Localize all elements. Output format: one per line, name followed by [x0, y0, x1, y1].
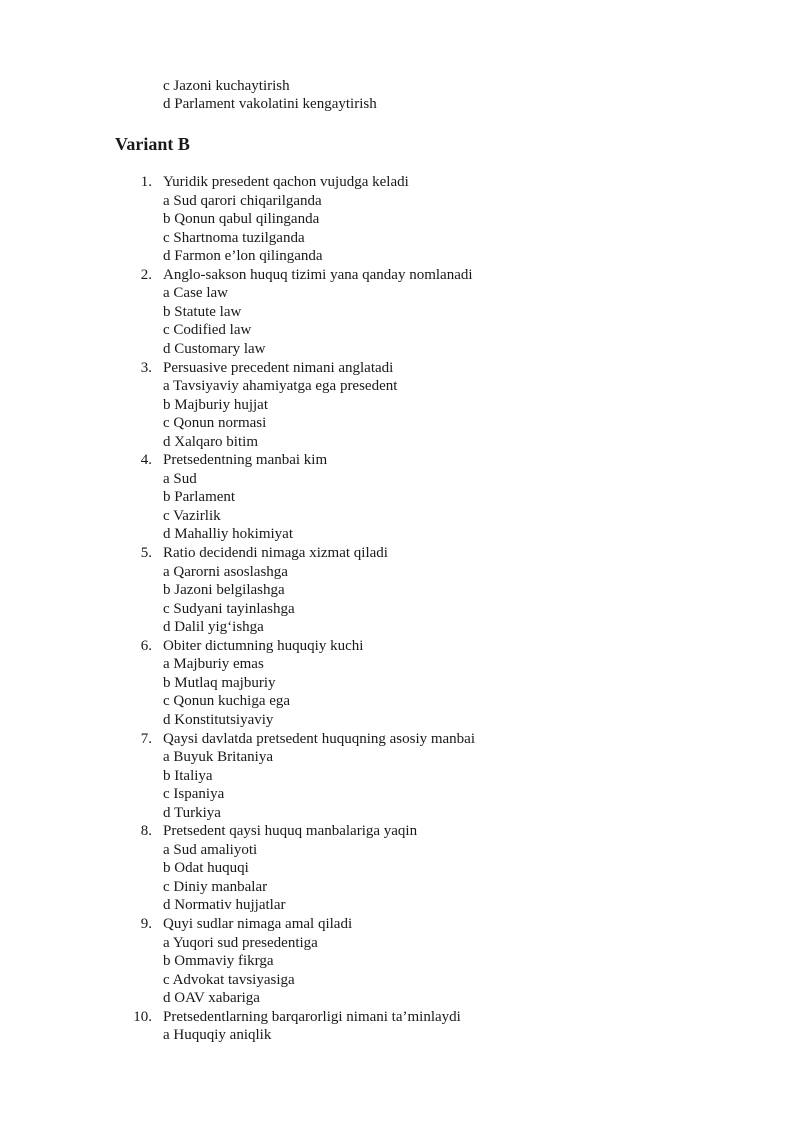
answer-option: a Qarorni asoslashga: [163, 564, 288, 580]
answer-option: b Italiya: [163, 768, 213, 784]
answer-option: b Qonun qabul qilinganda: [163, 211, 320, 227]
answer-option: c Qonun kuchiga ega: [163, 693, 291, 709]
question-number: 6.: [140, 638, 152, 654]
answer-option: a Buyuk Britaniya: [163, 749, 273, 765]
question-number: 5.: [140, 545, 152, 561]
answer-option: c Sudyani tayinlashga: [163, 601, 295, 617]
answer-option: b Statute law: [163, 304, 242, 320]
question-text: Ratio decidendi nimaga xizmat qiladi: [163, 545, 388, 561]
answer-option: b Jazoni belgilashga: [163, 582, 285, 598]
question-number: 3.: [140, 360, 152, 376]
answer-option: d Mahalliy hokimiyat: [163, 526, 293, 542]
answer-option: c Ispaniya: [163, 786, 225, 802]
variant-heading: Variant B: [115, 134, 190, 154]
answer-option: b Mutlaq majburiy: [163, 675, 276, 691]
answer-option: a Tavsiyaviy ahamiyatga ega presedent: [163, 378, 398, 394]
answer-option: c Shartnoma tuzilganda: [163, 230, 305, 246]
question-text: Pretsedentning manbai kim: [163, 452, 328, 468]
answer-option: c Vazirlik: [163, 508, 221, 524]
question-number: 2.: [140, 267, 152, 283]
question-text: Obiter dictumning huquqiy kuchi: [163, 638, 364, 654]
answer-option: d Farmon e’lon qilinganda: [163, 248, 323, 264]
answer-option: a Sud: [163, 471, 197, 487]
question-text: Yuridik presedent qachon vujudga keladi: [163, 174, 409, 190]
answer-option: d Normativ hujjatlar: [163, 897, 286, 913]
answer-option: d Xalqaro bitim: [163, 434, 258, 450]
question-number: 1.: [140, 174, 152, 190]
answer-option: a Sud qarori chiqarilganda: [163, 193, 322, 209]
answer-option: b Majburiy hujjat: [163, 397, 268, 413]
answer-option: b Parlament: [163, 489, 236, 505]
question-text: Quyi sudlar nimaga amal qiladi: [163, 916, 353, 932]
question-text: Pretsedentlarning barqarorligi nimani ta’minlaydi: [163, 1009, 461, 1025]
carryover-option-c: c Jazoni kuchaytirish: [163, 78, 290, 94]
question-number: 8.: [140, 823, 152, 839]
question-number: 4.: [140, 452, 152, 468]
answer-option: a Majburiy emas: [163, 656, 264, 672]
answer-option: d Customary law: [163, 341, 266, 357]
answer-option: c Qonun normasi: [163, 415, 267, 431]
question-text: Persuasive precedent nimani anglatadi: [163, 360, 394, 376]
answer-option: d OAV xabariga: [163, 990, 260, 1006]
question-text: Pretsedent qaysi huquq manbalariga yaqin: [163, 823, 418, 839]
answer-option: d Konstitutsiyaviy: [163, 712, 274, 728]
question-number: 9.: [140, 916, 152, 932]
answer-option: d Turkiya: [163, 805, 221, 821]
answer-option: c Codified law: [163, 322, 252, 338]
carryover-option-d: d Parlament vakolatini kengaytirish: [163, 96, 377, 112]
answer-option: b Odat huquqi: [163, 860, 249, 876]
answer-option: d Dalil yig‘ishga: [163, 619, 264, 635]
answer-option: a Huquqiy aniqlik: [163, 1027, 272, 1043]
question-text: Qaysi davlatda pretsedent huquqning asosiy manbai: [163, 731, 476, 747]
answer-option: a Case law: [163, 285, 228, 301]
question-text: Anglo-sakson huquq tizimi yana qanday nomlanadi: [163, 267, 473, 283]
answer-option: c Advokat tavsiyasiga: [163, 972, 295, 988]
answer-option: a Sud amaliyoti: [163, 842, 258, 858]
answer-option: b Ommaviy fikrga: [163, 953, 274, 969]
question-number: 10.: [133, 1009, 152, 1025]
answer-option: a Yuqori sud presedentiga: [163, 935, 318, 951]
answer-option: c Diniy manbalar: [163, 879, 268, 895]
question-number: 7.: [140, 731, 152, 747]
